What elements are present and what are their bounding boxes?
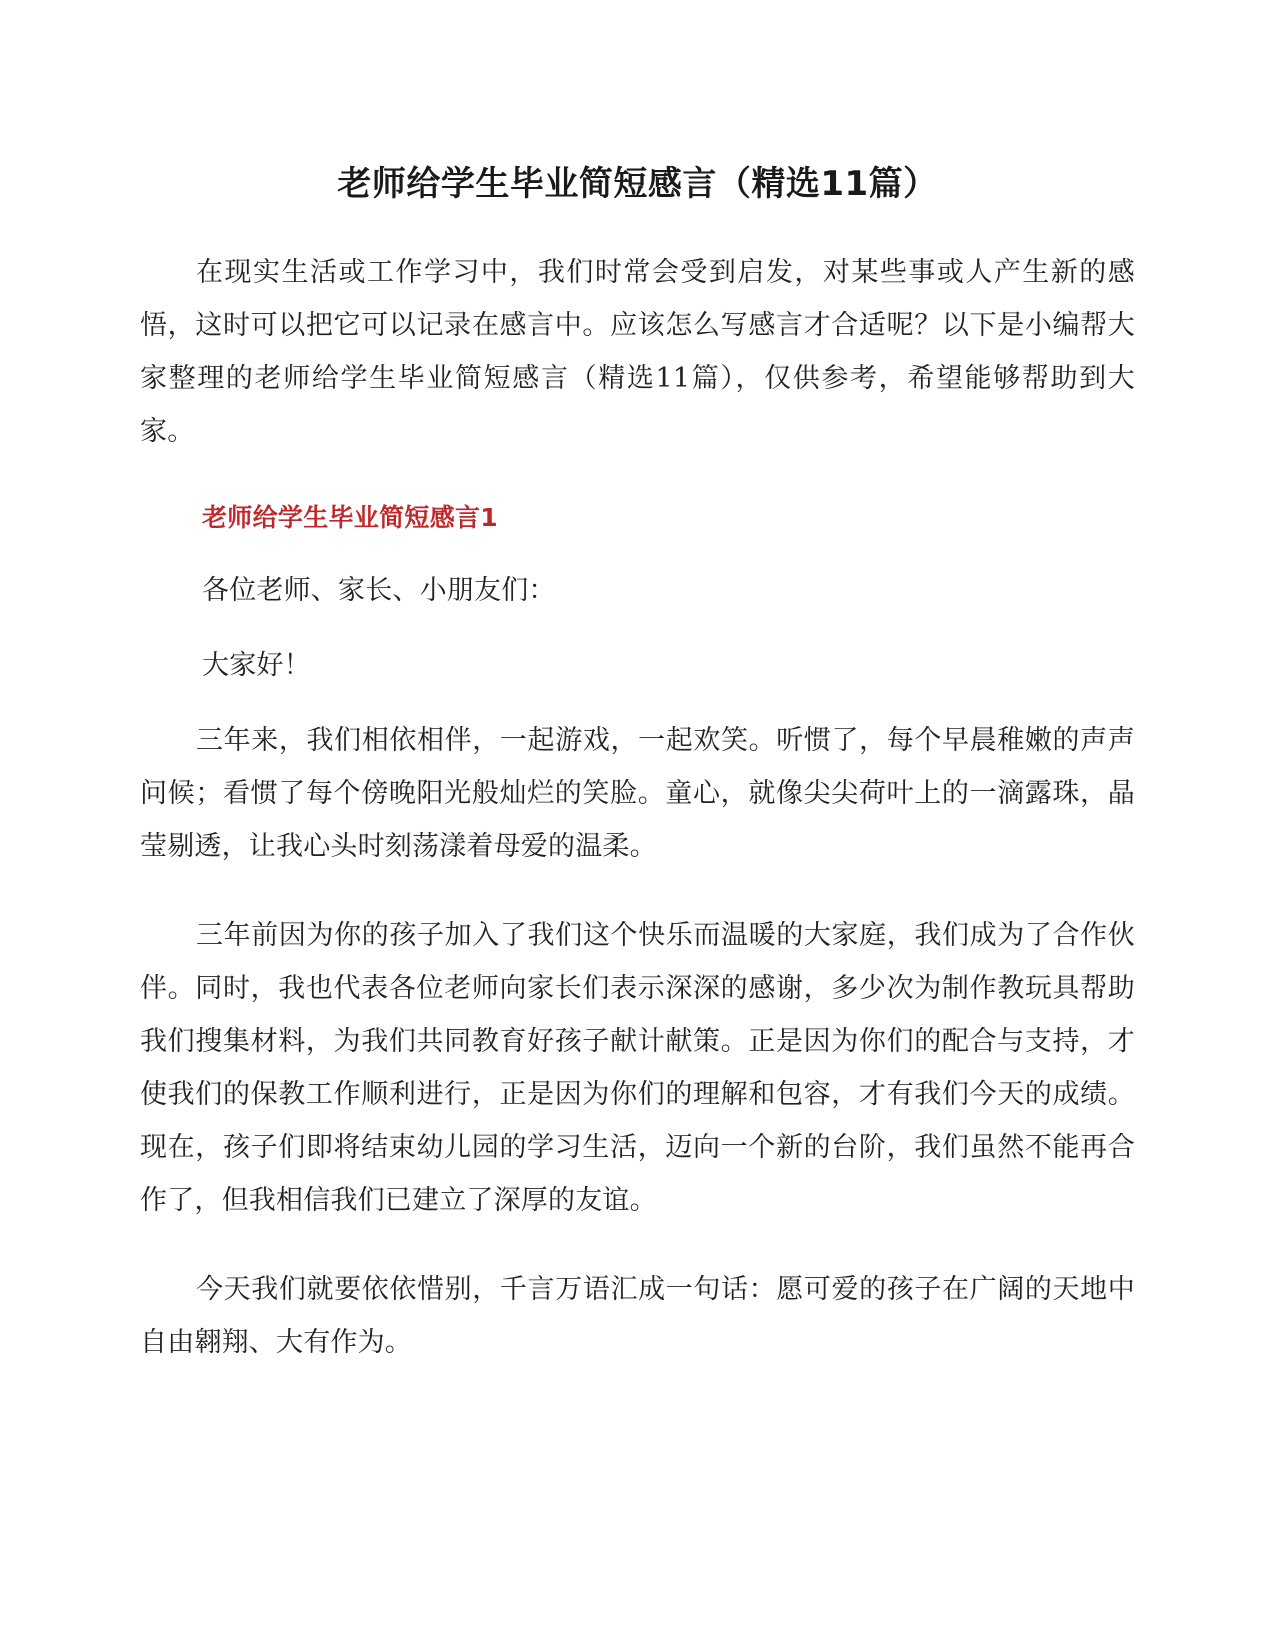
section-heading: 老师给学生毕业简短感言1 xyxy=(202,502,498,532)
spacer xyxy=(140,458,1135,498)
spacer xyxy=(140,1227,1135,1263)
page-title: 老师给学生毕业简短感言（精选11篇） xyxy=(337,164,938,204)
body-paragraph-2: 三年前因为你的孩子加入了我们这个快乐而温暖的大家庭，我们成为了合作伙伴。同时，我也代表各位老师向家长们表示深深的感谢，多少次为制作教玩具帮助我们搜集材料，为我们共同教育好孩子献计献策。正是因为你们的配合与支持，才使我们的保教工作顺利进行，正是因为你们的理解和包容，才有我们今天的成绩。现在，孩子们即将结束幼儿园的学习生活，迈向一个新的台阶，我们虽然不能再合作了，但我相信我们已建立了深厚的友谊。 xyxy=(140,919,1135,1216)
spacer xyxy=(140,538,1135,564)
greeting-line: 大家好！ xyxy=(202,649,311,681)
spacer xyxy=(140,208,1135,246)
spacer xyxy=(140,617,1135,639)
spacer xyxy=(140,692,1135,714)
body-paragraph-3: 今天我们就要依依惜别，千言万语汇成一句话：愿可爱的孩子在广阔的天地中自由翱翔、大有作为。 xyxy=(140,1273,1135,1358)
body-paragraph-1: 三年来，我们相依相伴，一起游戏，一起欢笑。听惯了，每个早晨稚嫩的声声问候；看惯了每个傍晚阳光般灿烂的笑脸。童心，就像尖尖荷叶上的一滴露珠，晶莹剔透，让我心头时刻荡漾着母爱的温柔。 xyxy=(140,724,1135,862)
salutation-line: 各位老师、家长、小朋友们： xyxy=(202,574,556,606)
document-content xyxy=(140,0,1135,1369)
intro-paragraph: 在现实生活或工作学习中，我们时常会受到启发，对某些事或人产生新的感悟，这时可以把它可以记录在感言中。应该怎么写感言才合适呢？以下是小编帮大家整理的老师给学生毕业简短感言（精选11篇），仅供参考，希望能够帮助到大家。 xyxy=(140,256,1135,447)
spacer xyxy=(140,873,1135,909)
